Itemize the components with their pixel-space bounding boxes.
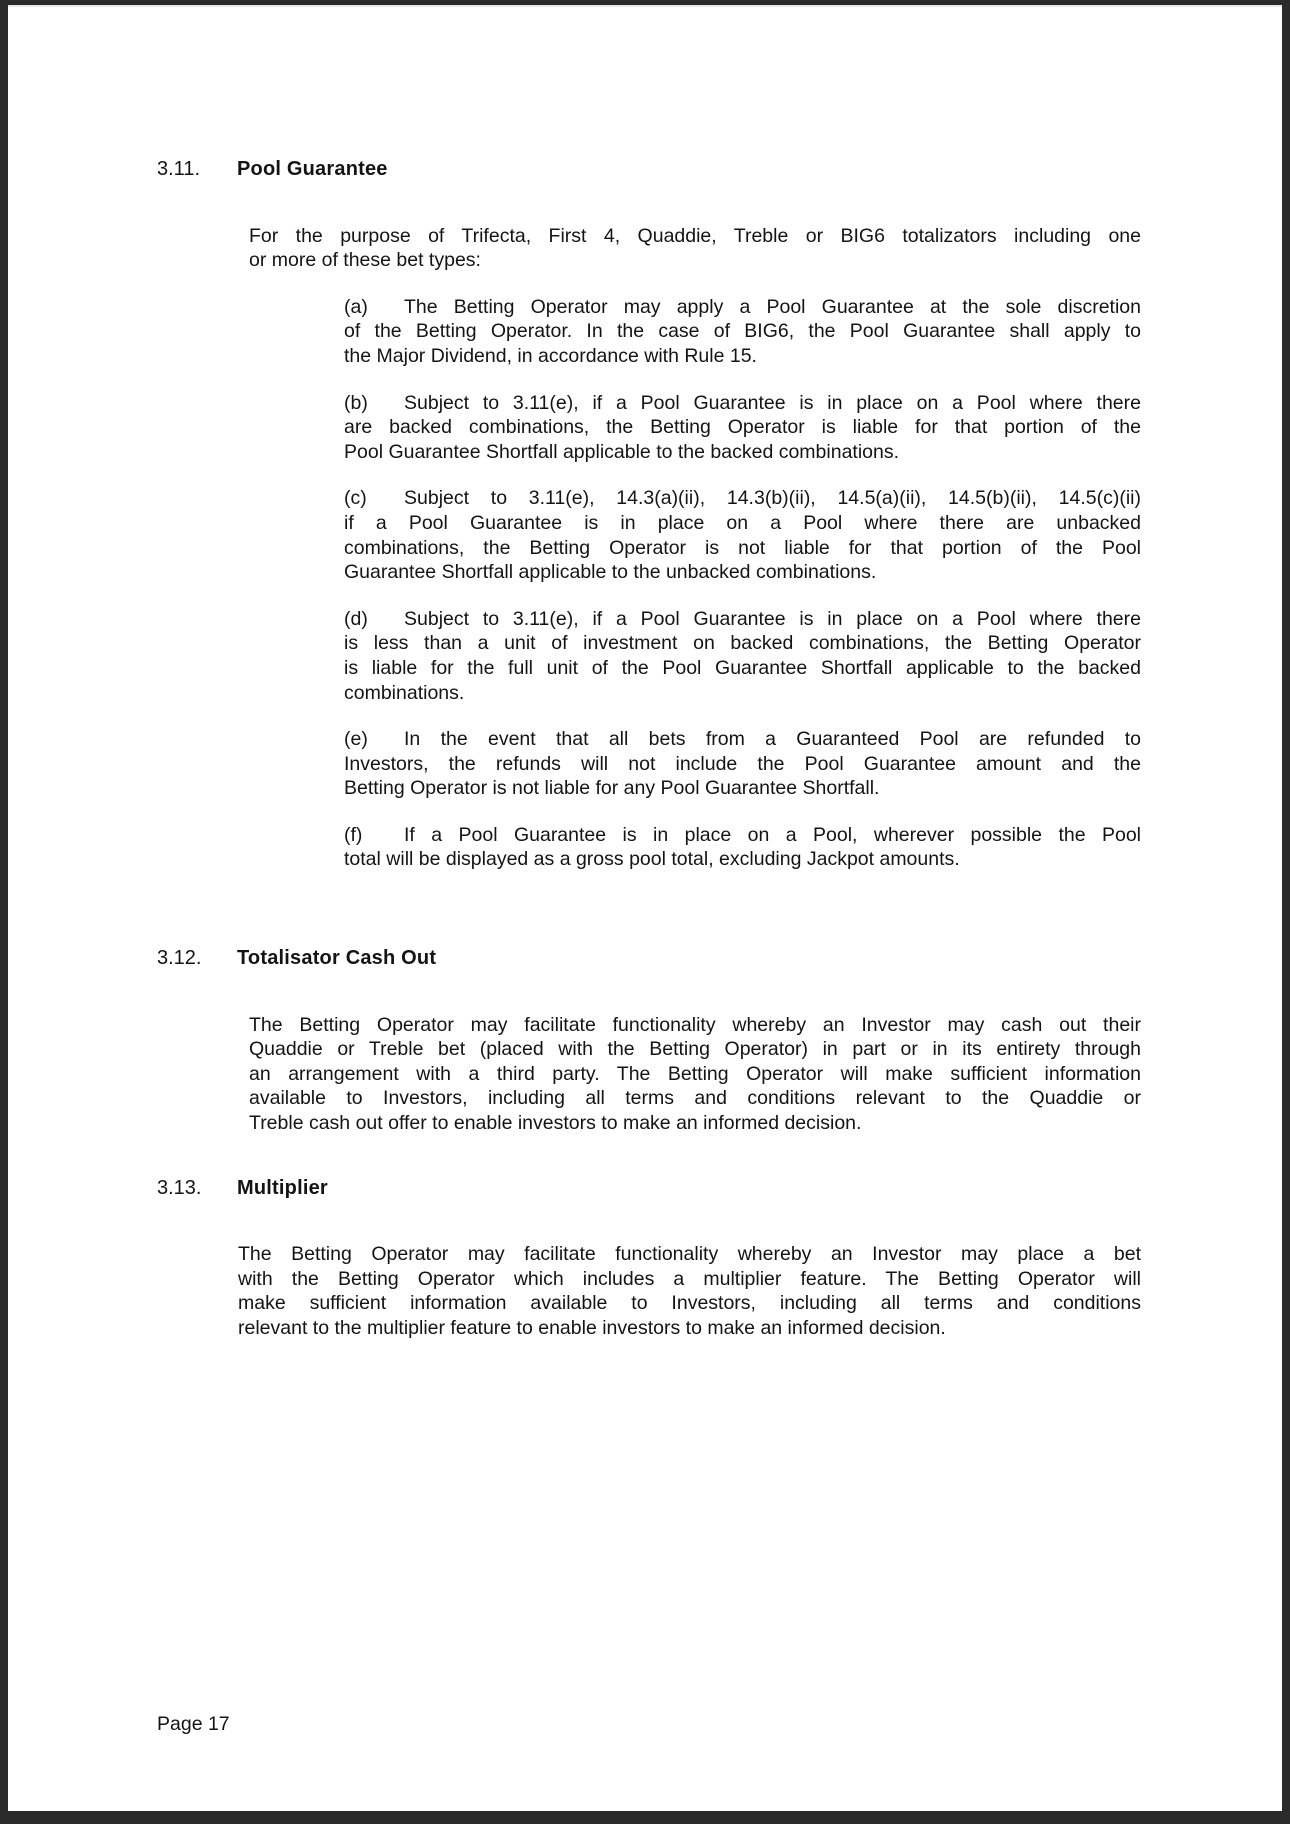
list-item-label: (f) [344, 823, 363, 846]
section-number: 3.12. [157, 947, 202, 970]
section-number: 3.11. [157, 158, 200, 180]
list-item-e [344, 727, 1141, 801]
list-item-d [344, 607, 1141, 705]
section-title: Pool Guarantee [237, 158, 388, 180]
list-item-text: The Betting Operator may apply a Pool Guarantee at the sole discretion of the Betting Operator. In the case of BIG6, the Pool Guarantee shall apply to the Major Dividend, in accordance with Rule 15. [344, 295, 1141, 367]
list-item-text: If a Pool Guarantee is in place on a Pool, wherever possible the Pool total will be displayed as a gross pool total, excluding Jackpot amounts. [344, 823, 1141, 871]
list-item-label: (b) [344, 391, 368, 414]
document-page [8, 5, 1282, 1811]
section-heading [157, 157, 1282, 182]
list-item-f [344, 823, 1141, 872]
list-item-a [344, 295, 1141, 369]
section-body-paragraph: The Betting Operator may facilitate functionality whereby an Investor may cash out their Quaddie or Treble bet (placed with the Betting Operator) in part or in its entirety through an arrangement with a third party. The Betting Operator will make sufficient information available to Investors, including all terms and conditions relevant to the Quaddie or Treble cash out offer to enable investors to make an informed decision. [249, 1013, 1141, 1135]
page-number: Page 17 [157, 1713, 230, 1735]
section-intro-paragraph: For the purpose of Trifecta, First 4, Quaddie, Treble or BIG6 totalizators including one or more of these bet types: [249, 224, 1141, 272]
section-number: 3.13. [157, 1176, 202, 1199]
section-title: Multiplier [237, 1176, 328, 1199]
list-item-text: Subject to 3.11(e), 14.3(a)(ii), 14.3(b)(ii), 14.5(a)(ii), 14.5(b)(ii), 14.5(c)(ii) if a Pool Guarantee is in place on a Pool where there are unbacked combinations, the Betting Operator is not liable for that portion of the Pool Guarantee Shortfall applicable to the unbacked combinations. [344, 487, 1141, 584]
list-item-text: Subject to 3.11(e), if a Pool Guarantee is in place on a Pool where there are backed combinations, the Betting Operator is liable for that portion of the Pool Guarantee Shortfall applicable to the backed combinations. [344, 391, 1141, 463]
section-pool-guarantee [8, 157, 1282, 872]
list-item-b [344, 391, 1141, 465]
section-title: Totalisator Cash Out [237, 947, 437, 970]
list-item-label: (d) [344, 607, 368, 630]
list-item-c [344, 486, 1141, 584]
section-totalisator-cash-out [8, 946, 1282, 1136]
list-item-label: (a) [344, 295, 368, 318]
section-heading [157, 1176, 1282, 1201]
section-heading [157, 946, 1282, 971]
list-item-label: (c) [344, 487, 367, 510]
section-multiplier [8, 1176, 1282, 1341]
list-item-label: (e) [344, 728, 368, 751]
list-item-text: Subject to 3.11(e), if a Pool Guarantee is in place on a Pool where there is less than a unit of investment on backed combinations, the Betting Operator is liable for the full unit of the Pool Guarantee Shortfall applicable to the backed combinations. [344, 607, 1141, 704]
list-item-text: In the event that all bets from a Guaranteed Pool are refunded to Investors, the refunds will not include the Pool Guarantee amount and the Betting Operator is not liable for any Pool Guarantee Shortfall. [344, 728, 1141, 800]
section-body-paragraph: The Betting Operator may facilitate functionality whereby an Investor may place a bet with the Betting Operator which includes a multiplier feature. The Betting Operator will make sufficient information available to Investors, including all terms and conditions relevant to the multiplier feature to enable investors to make an informed decision. [238, 1243, 1141, 1339]
